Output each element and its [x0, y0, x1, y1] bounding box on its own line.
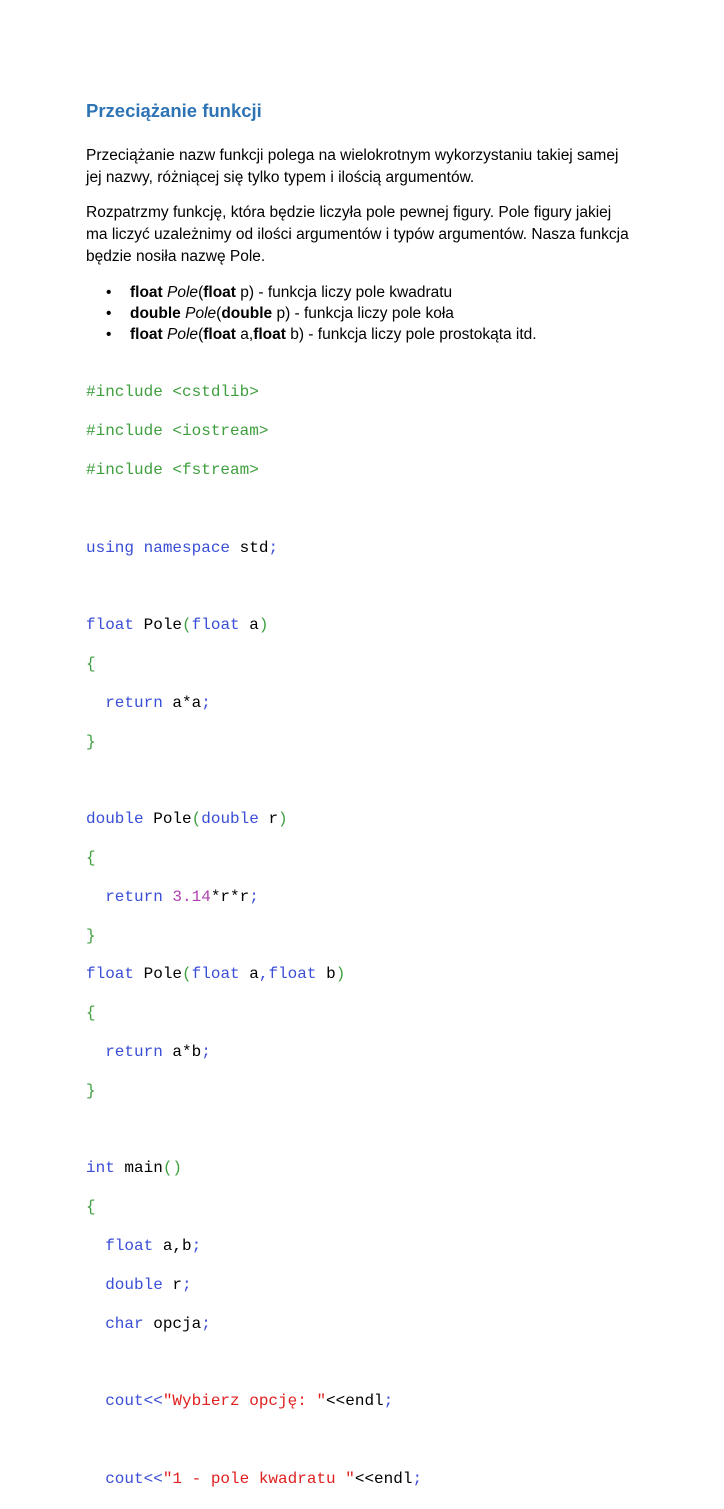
- text-line: ma liczyć uzależnimy od ilości argumentów i typów argumentów. Nasza funkcja: [86, 226, 629, 243]
- paren: (: [216, 305, 222, 322]
- section-heading: Przeciążanie funkcji: [86, 100, 262, 121]
- keyword: float: [105, 1236, 154, 1255]
- brace: {: [86, 848, 96, 867]
- type-keyword: float: [130, 284, 163, 301]
- keyword: using namespace: [86, 538, 231, 557]
- identifier: Pole: [134, 616, 183, 635]
- expression: a*b: [162, 1042, 202, 1061]
- bullet-icon: •: [106, 305, 112, 322]
- keyword: float: [86, 965, 135, 984]
- paragraph-description: [86, 202, 646, 268]
- string-literal: "Wybierz opcję: ": [162, 1392, 327, 1411]
- type-keyword: float: [203, 284, 236, 301]
- code-line-blank: [86, 1353, 422, 1372]
- brace: }: [86, 1081, 96, 1100]
- function-name: Pole: [167, 326, 199, 343]
- code-line-blank: [86, 577, 422, 596]
- code-line: [86, 461, 422, 480]
- type-keyword: double: [221, 305, 273, 322]
- paren: ): [258, 616, 269, 635]
- code-line: [86, 965, 422, 984]
- text-line: Rozpatrzmy funkcję, która będzie liczyła pole pewnej figury. Pole figury jakiej: [86, 204, 612, 221]
- code-line: [86, 422, 422, 441]
- semicolon: ;: [201, 1042, 211, 1061]
- paren: (: [182, 616, 192, 635]
- code-line: [86, 733, 422, 752]
- string-literal: "1 - pole kwadratu ": [162, 1469, 355, 1488]
- keyword: return: [105, 693, 163, 712]
- semicolon: ;: [182, 1275, 192, 1294]
- stream-op: cout<<: [105, 1469, 163, 1488]
- code-line: [86, 383, 422, 402]
- semicolon: ;: [201, 693, 211, 712]
- paren: ): [335, 965, 346, 984]
- keyword: double: [105, 1275, 163, 1294]
- comma: ,: [258, 965, 269, 984]
- code-line: [86, 849, 422, 868]
- identifier: std: [230, 538, 269, 557]
- semicolon: ;: [268, 538, 279, 557]
- code-line: [86, 1237, 422, 1256]
- code-line-blank: [86, 771, 422, 790]
- identifier: a: [239, 616, 259, 635]
- brace: }: [86, 732, 96, 751]
- code-line: [86, 1198, 422, 1217]
- identifier: a: [239, 965, 259, 984]
- list-item: [106, 324, 537, 345]
- keyword: float: [86, 616, 135, 635]
- code-line: [86, 1004, 422, 1023]
- description: b) - funkcja liczy pole prostokąta itd.: [285, 326, 537, 343]
- code-line: [86, 1392, 422, 1411]
- code-line: [86, 1082, 422, 1101]
- semicolon: ;: [383, 1392, 394, 1411]
- stream-op: cout<<: [105, 1392, 163, 1411]
- identifier: main: [114, 1159, 163, 1178]
- expression: a*a: [162, 693, 202, 712]
- number: 3.14: [162, 887, 211, 906]
- semicolon: ;: [191, 1236, 202, 1255]
- text-line: Przeciążanie nazw funkcji polega na wielokrotnym wykorzystaniu takiej samej: [86, 147, 619, 164]
- paren: (: [191, 810, 202, 829]
- identifier: b: [316, 965, 336, 984]
- type-keyword: float: [253, 326, 286, 343]
- type-keyword: float: [203, 326, 236, 343]
- identifier: Pole: [134, 965, 183, 984]
- type-keyword: double: [130, 305, 181, 322]
- code-line: [86, 1159, 422, 1178]
- code-line: [86, 1043, 422, 1062]
- code-line: [86, 616, 422, 635]
- brace: {: [86, 1004, 96, 1023]
- identifier: a,b: [153, 1236, 192, 1255]
- code-line: [86, 694, 422, 713]
- identifier: r: [162, 1275, 183, 1294]
- text-line: będzie nosiła nazwę Pole.: [86, 248, 266, 265]
- keyword: return: [105, 887, 163, 906]
- bullet-icon: •: [106, 284, 112, 301]
- text-line: jej nazwy, różniącej się tylko typem i ilością argumentów.: [86, 169, 475, 186]
- keyword: return: [105, 1042, 163, 1061]
- keyword: double: [86, 810, 144, 829]
- brace: }: [86, 926, 96, 945]
- keyword: float: [268, 965, 317, 984]
- list-item: [106, 303, 537, 324]
- identifier: opcja: [143, 1314, 202, 1333]
- keyword: int: [86, 1159, 115, 1178]
- stream-op: <<endl: [354, 1469, 413, 1488]
- include-directive: #include <fstream>: [86, 461, 259, 479]
- code-line: [86, 927, 422, 946]
- bullet-icon: •: [106, 326, 112, 343]
- code-block: [86, 364, 422, 1509]
- stream-op: <<endl: [326, 1392, 384, 1411]
- keyword: char: [105, 1314, 144, 1333]
- semicolon: ;: [412, 1469, 423, 1488]
- description: p) - funkcja liczy pole koła: [272, 305, 454, 322]
- list-item: [106, 282, 537, 303]
- paren: ): [278, 810, 288, 829]
- semicolon: ;: [249, 887, 259, 906]
- keyword: float: [191, 965, 240, 984]
- code-line: [86, 1315, 422, 1334]
- code-line-blank: [86, 1431, 422, 1450]
- code-line: [86, 1470, 422, 1489]
- brace: {: [86, 654, 96, 673]
- code-line: [86, 888, 422, 907]
- paren: (: [198, 326, 204, 343]
- identifier: Pole: [143, 810, 192, 829]
- code-line: [86, 810, 422, 829]
- bullet-list: [106, 282, 537, 345]
- expression: *r*r: [210, 887, 250, 906]
- paren: (): [162, 1159, 183, 1178]
- code-line-blank: [86, 1121, 422, 1140]
- arg-text: a,: [235, 326, 254, 343]
- identifier: r: [258, 810, 279, 829]
- type-keyword: float: [130, 326, 163, 343]
- code-line: [86, 655, 422, 674]
- semicolon: ;: [201, 1314, 211, 1333]
- description: p) - funkcja liczy pole kwadratu: [235, 284, 453, 301]
- code-line: [86, 1276, 422, 1295]
- keyword: float: [191, 616, 240, 635]
- include-directive: #include <iostream>: [86, 422, 269, 441]
- code-line: [86, 539, 422, 558]
- function-name: Pole: [167, 284, 199, 301]
- paren: (: [182, 965, 192, 984]
- paragraph-intro: [86, 145, 646, 189]
- brace: {: [86, 1198, 96, 1217]
- function-name: Pole: [185, 305, 217, 322]
- code-line-blank: [86, 500, 422, 519]
- keyword: double: [201, 810, 259, 829]
- paren: (: [198, 284, 204, 301]
- include-directive: #include <cstdlib>: [86, 383, 259, 402]
